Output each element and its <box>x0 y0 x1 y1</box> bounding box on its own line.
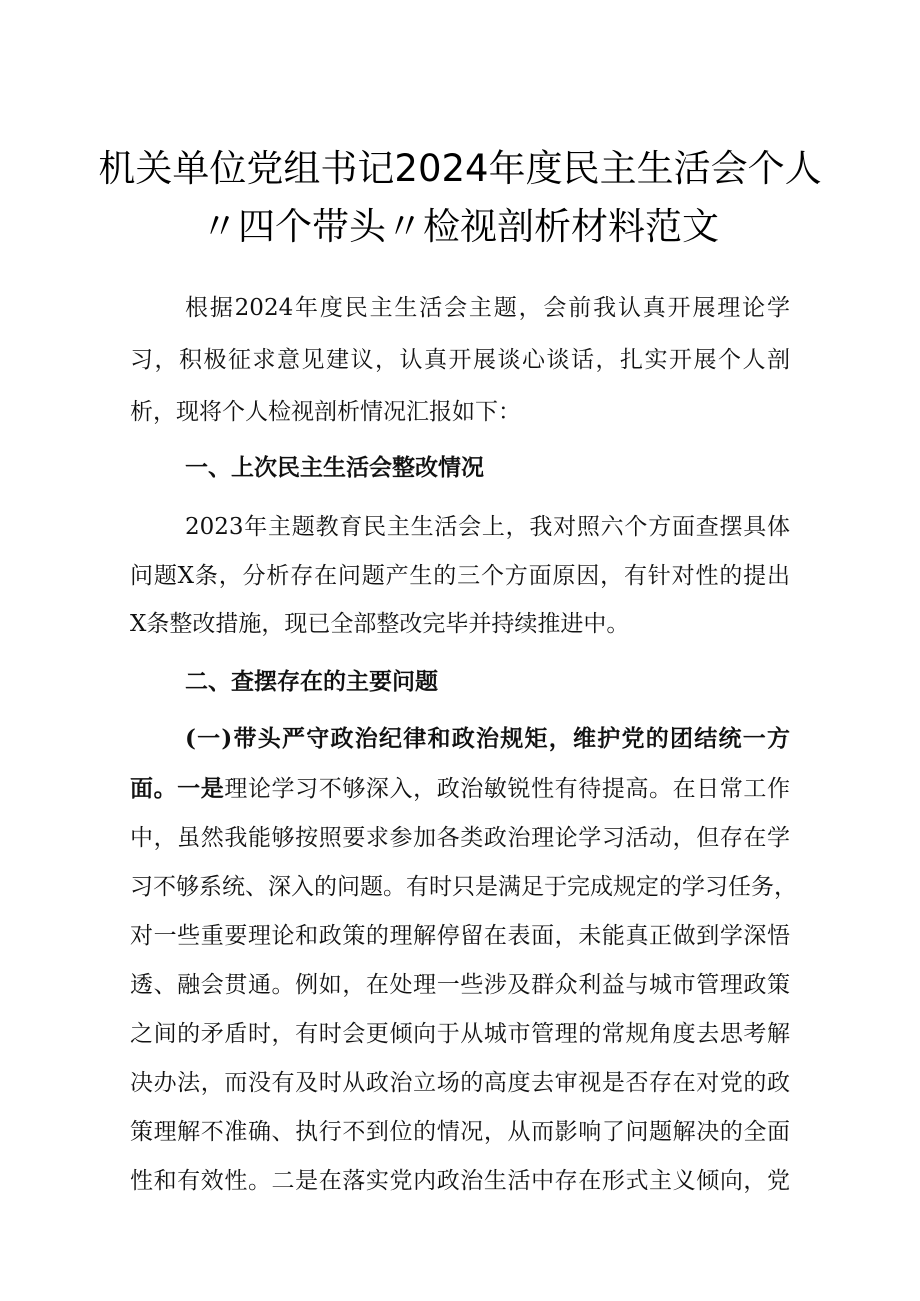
body-line-8: 策理解不准确、执行不到位的情况，从而影响了问题解决的全面 <box>130 1119 790 1145</box>
point-one-label: 面。一是 <box>130 775 225 802</box>
section-1-line-3: X条整改措施，现已全部整改完毕并持续推进中。 <box>130 611 630 637</box>
intro-line-1: 根据2024年度民主生活会主题，会前我认真开展理论学 <box>185 295 790 321</box>
body-line-9: 性和有效性。二是在落实党内政治生活中存在形式主义倾向，党 <box>130 1168 790 1194</box>
point-one-text: 理论学习不够深入，政治敏锐性有待提高。在日常工作 <box>224 776 791 802</box>
body-line-5: 透、融会贯通。例如，在处理一些涉及群众利益与城市管理政策 <box>130 972 790 998</box>
body-line-6: 之间的矛盾时，有时会更倾向于从城市管理的常规角度去思考解 <box>130 1021 790 1047</box>
body-line-3: 习不够系统、深入的问题。有时只是满足于完成规定的学习任务， <box>130 874 797 900</box>
document-title-line-1: 机关单位党组书记2024年度民主生活会个人 <box>98 147 822 190</box>
section-2-heading: 二、查摆存在的主要问题 <box>185 668 438 695</box>
intro-line-3: 析，现将个人检视剖析情况汇报如下： <box>130 399 521 425</box>
body-line-7: 决办法，而没有及时从政治立场的高度去审视是否存在对党的政 <box>130 1070 790 1096</box>
section-1-line-2: 问题X条，分析存在问题产生的三个方面原因，有针对性的提出 <box>130 563 790 589</box>
body-line-1 <box>130 770 790 803</box>
subsection-1-heading: (一)带头严守政治纪律和政治规矩，维护党的团结统一方 <box>185 725 790 752</box>
section-1-line-1: 2023年主题教育民主生活会上，我对照六个方面查摆具体 <box>185 514 790 540</box>
body-line-2: 中，虽然我能够按照要求参加各类政治理论学习活动，但存在学 <box>130 825 790 851</box>
document-title-line-2: 〃四个带头〃检视剖析材料范文 <box>201 205 719 248</box>
section-1-heading: 一、上次民主生活会整改情况 <box>185 454 484 481</box>
body-line-4: 对一些重要理论和政策的理解停留在表面，未能真正做到学深悟 <box>130 923 790 949</box>
intro-line-2: 习，积极征求意见建议，认真开展谈心谈话，扎实开展个人剖 <box>130 347 790 373</box>
